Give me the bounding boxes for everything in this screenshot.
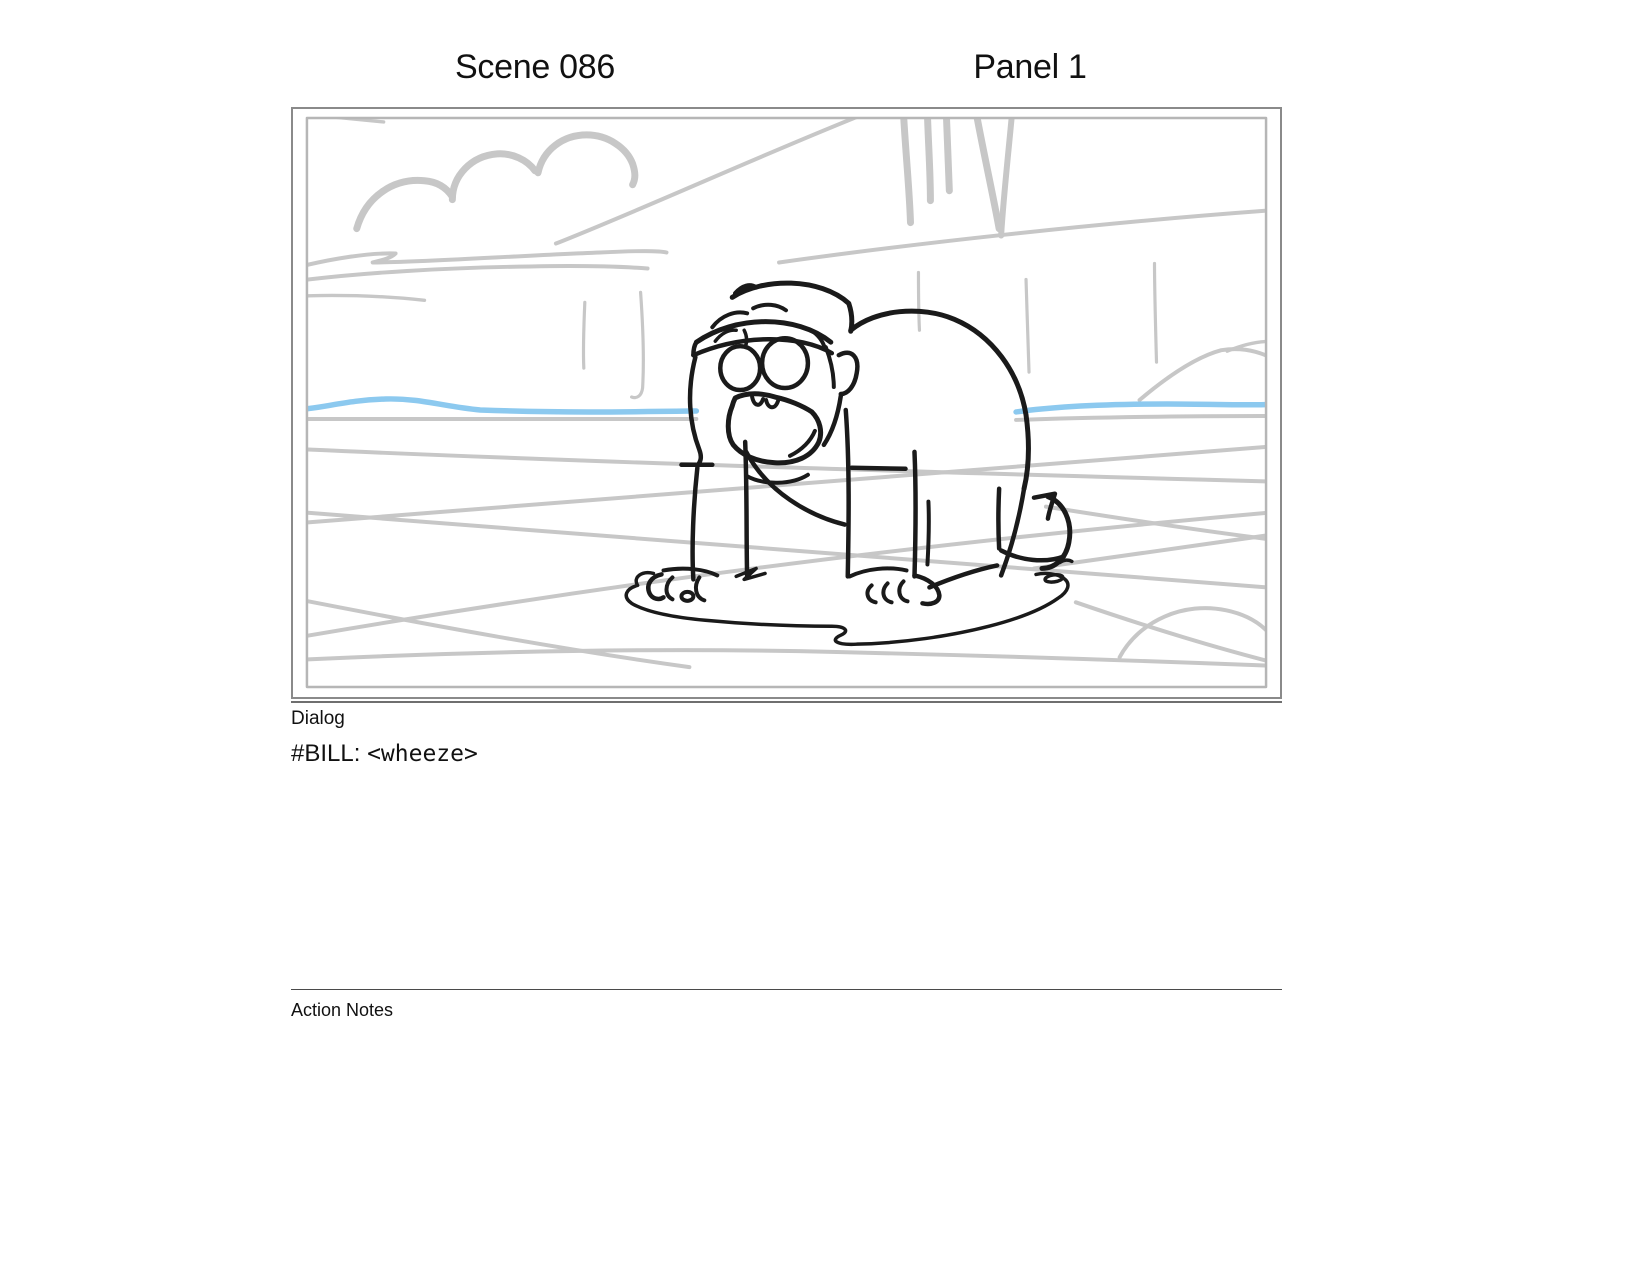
character-ink bbox=[626, 283, 1072, 644]
storyboard-sketch bbox=[293, 109, 1280, 697]
mound bbox=[1140, 349, 1280, 400]
cloud bbox=[357, 180, 453, 228]
dialog-divider bbox=[291, 701, 1282, 703]
floor-line bbox=[293, 449, 1280, 482]
hands bbox=[648, 565, 997, 603]
action-notes-section-label: Action Notes bbox=[291, 1000, 394, 1020]
scene-title: Scene 086 bbox=[455, 48, 615, 86]
puddle bbox=[626, 573, 1068, 645]
dialog-text: <wheeze> bbox=[367, 741, 478, 767]
diagonal-line bbox=[556, 113, 867, 244]
dialog-section-label: Dialog bbox=[291, 708, 345, 729]
panel-number-title: Panel 1 bbox=[973, 48, 1087, 86]
back bbox=[851, 311, 1029, 489]
action-notes-divider bbox=[291, 989, 1282, 990]
wall-hatch bbox=[583, 302, 584, 368]
tooth bbox=[752, 397, 763, 405]
storyboard-panel-frame bbox=[291, 107, 1282, 699]
leg-knee bbox=[998, 489, 1069, 569]
dialog-speaker: #BILL: bbox=[291, 740, 361, 767]
left-eye bbox=[720, 346, 760, 390]
dialog-line bbox=[291, 740, 478, 768]
ear bbox=[839, 353, 858, 394]
waterfall-line bbox=[904, 114, 911, 223]
right-eye bbox=[762, 338, 808, 388]
